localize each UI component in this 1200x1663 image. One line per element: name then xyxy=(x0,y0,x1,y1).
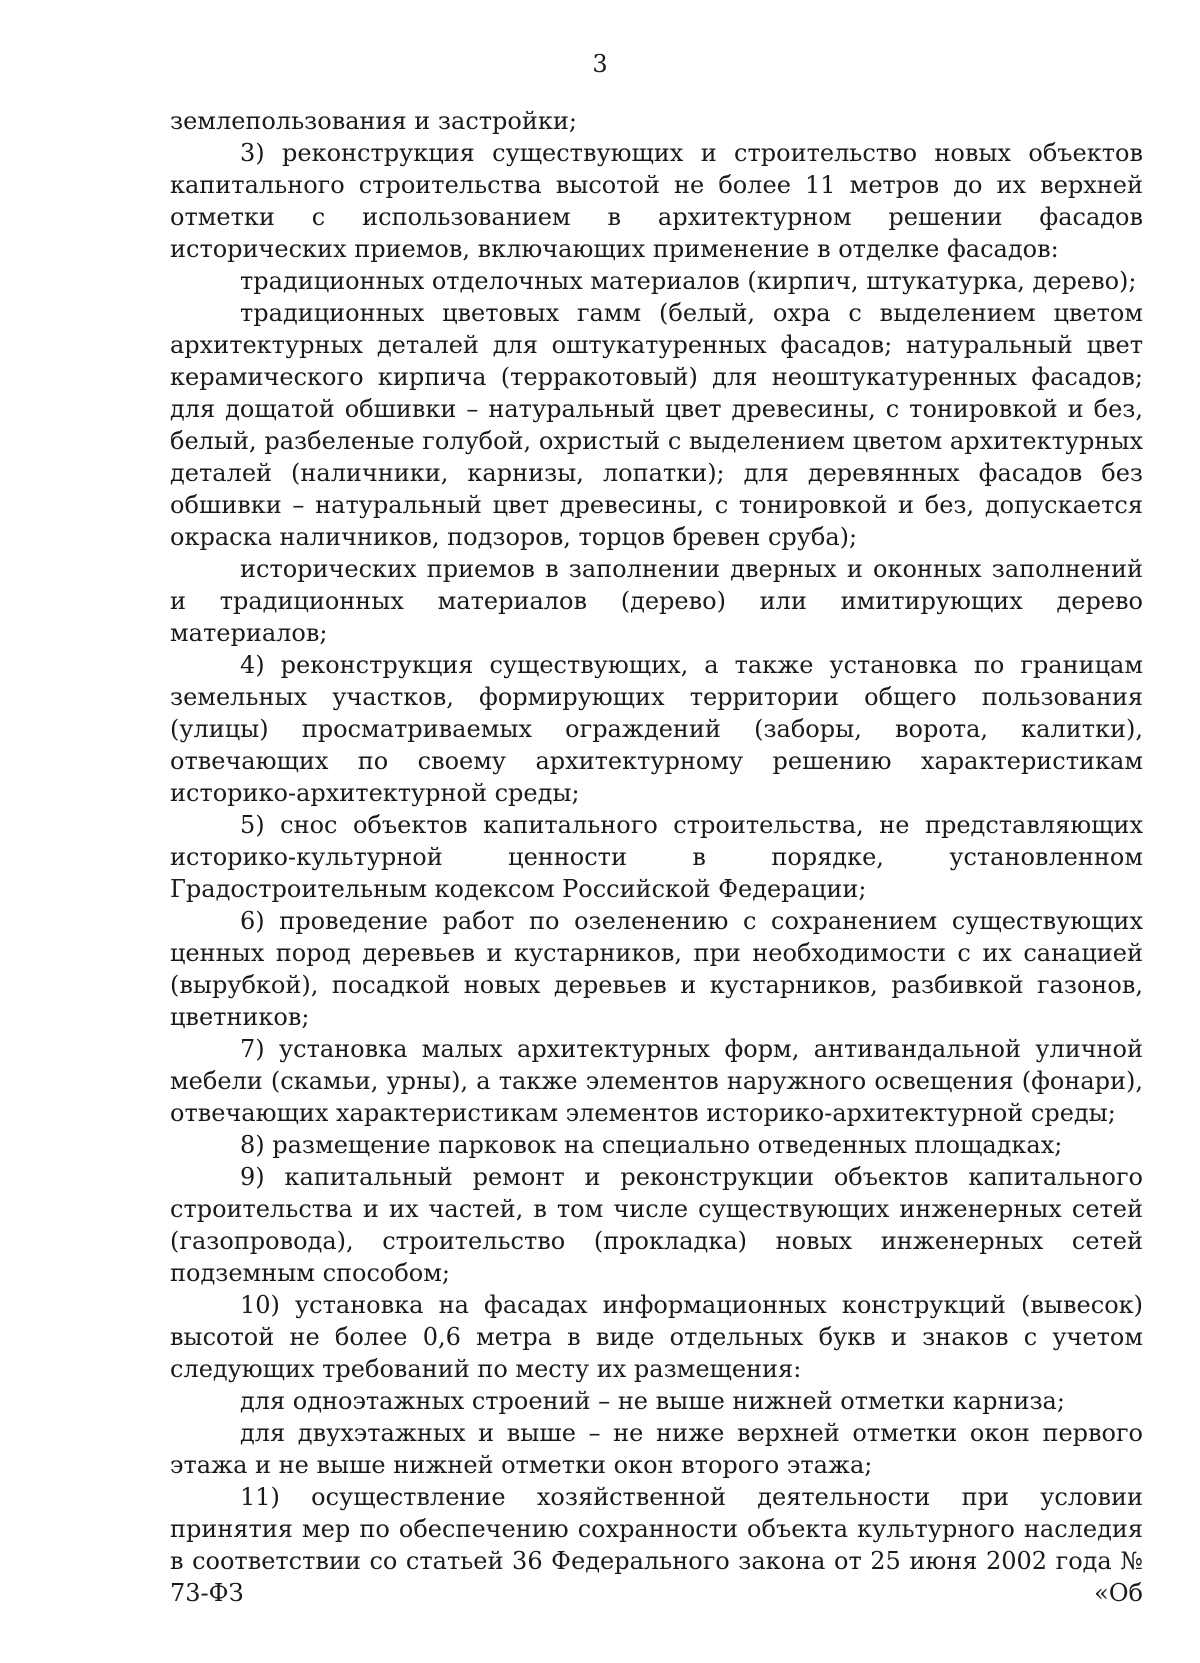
paragraph: 3) реконструкция существующих и строительство новых объектов капитального строительства высотой не более 11 метров до их верхней отметки с использованием в архитектурном решении фасадов исторических приемов, включающих применение в отделке фасадов: xyxy=(170,139,1143,263)
paragraph: традиционных отделочных материалов (кирпич, штукатурка, дерево); xyxy=(240,267,1137,295)
paragraph: традиционных цветовых гамм (белый, охра с выделением цветом архитектурных деталей для оштукатуренных фасадов; натуральный цвет керамического кирпича (терракотовый) для неоштукатуренных фасадов; для дощатой обшивки – натуральный цвет древесины, с тонировкой и без, белый, разбеленые голубой, охристый с выделением цветом архитектурных деталей (наличники, карнизы, лопатки); для деревянных фасадов без обшивки – натуральный цвет древесины, с тонировкой и без, допускается окраска наличников, подзоров, торцов бревен сруба); xyxy=(170,299,1143,551)
paragraph: для одноэтажных строений – не выше нижней отметки карниза; xyxy=(240,1387,1065,1415)
paragraph: исторических приемов в заполнении дверных и оконных заполнений и традиционных материалов (дерево) или имитирующих дерево материалов; xyxy=(170,555,1143,647)
paragraph: землепользования и застройки; xyxy=(170,107,577,135)
page-number: 3 xyxy=(592,50,608,78)
paragraph: 8) размещение парковок на специально отведенных площадках; xyxy=(240,1131,1063,1159)
paragraph: 6) проведение работ по озеленению с сохранением существующих ценных пород деревьев и кустарников, при необходимости с их санацией (вырубкой), посадкой новых деревьев и кустарников, разбивкой газонов, цветников; xyxy=(170,907,1143,1031)
paragraph: 5) снос объектов капитального строительства, не представляющих историко-культурной ценности в порядке, установленном Градостроительным кодексом Российской Федерации; xyxy=(170,811,1143,903)
paragraph: 4) реконструкция существующих, а также установка по границам земельных участков, формирующих территории общего пользования (улицы) просматриваемых ограждений (заборы, ворота, калитки), отвечающих по своему архитектурному решению характеристикам историко-архитектурной среды; xyxy=(170,651,1143,807)
paragraph: 7) установка малых архитектурных форм, антивандальной уличной мебели (скамьи, урны), а также элементов наружного освещения (фонари), отвечающих характеристикам элементов историко-архитектурной среды; xyxy=(170,1035,1143,1127)
document-body xyxy=(170,105,1143,1609)
paragraph: 11) осуществление хозяйственной деятельности при условии принятия мер по обеспечению сохранности объекта культурного наследия в соответствии со статьей 36 Федерального закона от 25 июня 2002 года № 73-ФЗ «Об xyxy=(170,1483,1143,1607)
paragraph: 10) установка на фасадах информационных конструкций (вывесок) высотой не более 0,6 метра в виде отдельных букв и знаков с учетом следующих требований по месту их размещения: xyxy=(170,1291,1143,1383)
paragraph: для двухэтажных и выше – не ниже верхней отметки окон первого этажа и не выше нижней отметки окон второго этажа; xyxy=(170,1419,1143,1479)
paragraph: 9) капитальный ремонт и реконструкции объектов капитального строительства и их частей, в том числе существующих инженерных сетей (газопровода), строительство (прокладка) новых инженерных сетей подземным способом; xyxy=(170,1163,1143,1287)
